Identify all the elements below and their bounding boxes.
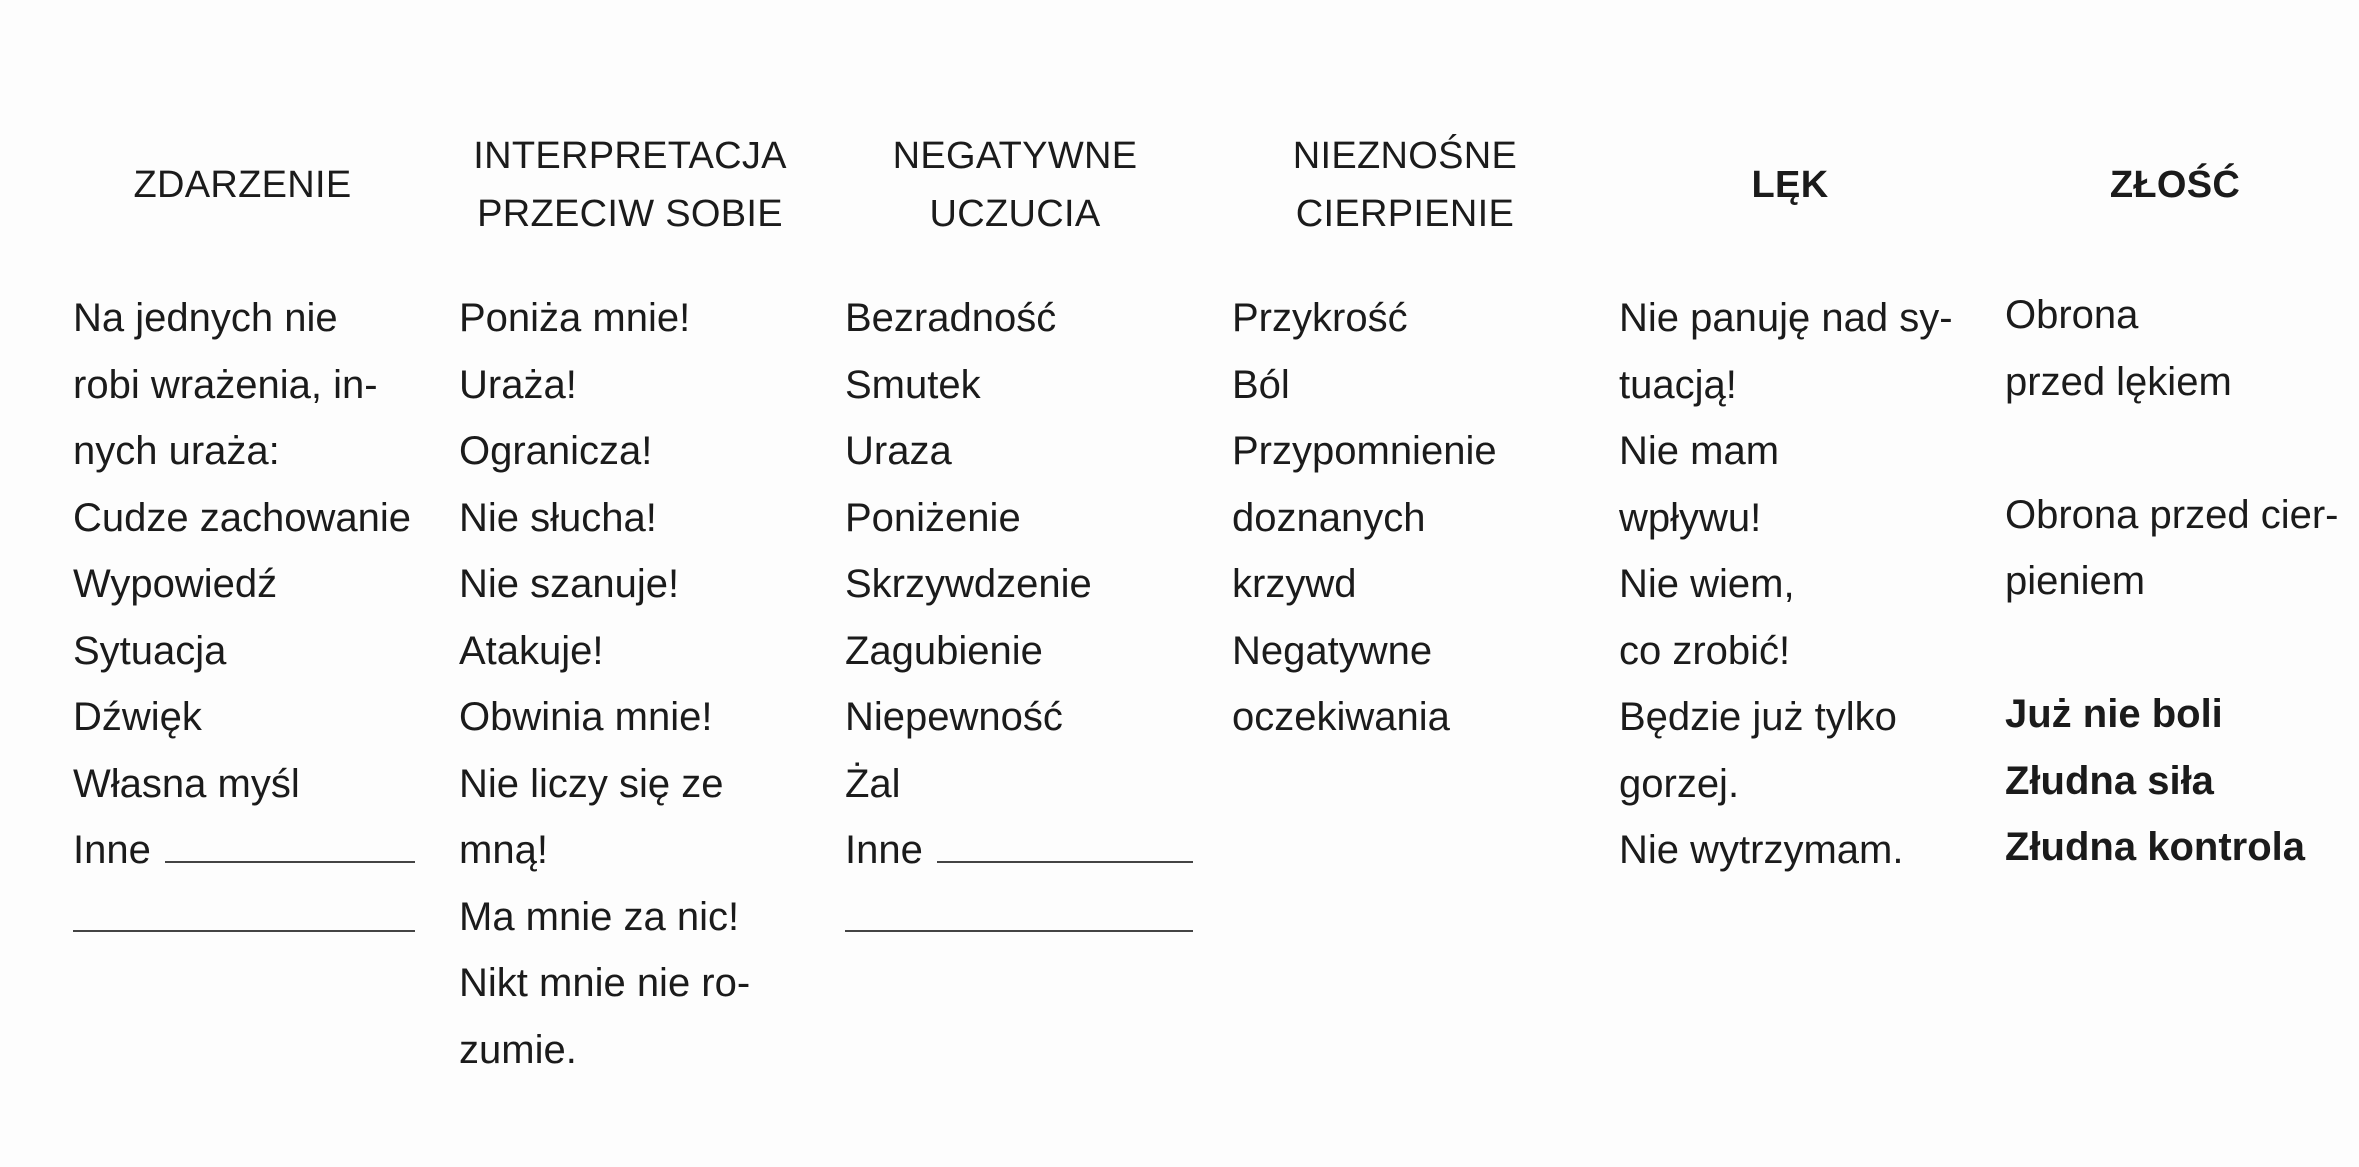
list-item: pieniem [2005,559,2146,603]
list-item: Nie liczy się ze [459,761,724,806]
list-item: Wypowiedź [73,562,278,606]
list-item: oczekiwania [1232,695,1450,739]
list-item: Żal [845,761,901,806]
list-item-other [73,817,415,884]
list-item: Nie wiem, [1619,562,1795,606]
list-item: Smutek [845,362,981,407]
column-heading-zlosc [1990,130,2359,240]
list-item-other [845,817,1193,884]
fill-in-blank[interactable] [165,831,415,863]
list-item-bold: Już nie boli [2005,692,2223,736]
list-item: Negatywne [1232,628,1433,673]
fill-in-blank[interactable] [73,930,415,932]
fill-in-blank[interactable] [937,831,1193,863]
column-list-lek [1619,285,1953,884]
column-heading-nieznosne-cierpienie [1220,130,1590,240]
list-item: Obrona przed cier- [2005,492,2339,537]
list-item: Będzie już tylko [1619,695,1897,739]
list-item: Dźwięk [73,695,202,739]
list-item: Ma mnie za nic! [459,894,740,939]
list-item: Bezradność [845,296,1057,340]
list-item: tuacją! [1619,362,1737,407]
list-item: Poniża mnie! [459,296,691,340]
list-item: przed lękiem [2005,359,2232,404]
list-item: doznanych [1232,495,1426,540]
list-item: robi wrażenia, in- [73,362,378,407]
list-item: Skrzywdzenie [845,562,1092,606]
heading-line: INTERPRETACJA [473,135,787,177]
list-item: Nikt mnie nie ro- [459,961,751,1005]
fill-in-blank-row[interactable] [845,884,1193,951]
list-item-bold: Złudna siła [2005,758,2214,803]
heading-line: NIEZNOŚNE [1292,135,1518,177]
heading-line: ZDARZENIE [133,164,352,206]
column-heading-interpretacja [440,130,820,240]
list-item: Sytuacja [73,628,227,673]
list-item: Ogranicza! [459,429,653,473]
spacer [2005,615,2338,682]
list-item: Nie panuję nad sy- [1619,296,1953,340]
list-item: Obrona [2005,293,2139,337]
column-list-nieznosne-cierpienie [1232,285,1497,751]
list-item: wpływu! [1619,495,1762,540]
list-item: gorzej. [1619,761,1740,806]
column-list-negatywne-uczucia [845,285,1193,950]
other-label: Inne [73,828,151,872]
list-item: Uraża! [459,362,577,407]
heading-line: UCZUCIA [929,193,1101,235]
list-item: Cudze zachowanie [73,495,411,540]
heading-line: CIERPIENIE [1295,193,1515,235]
column-heading-negatywne-uczucia [835,130,1195,240]
list-item: Niepewność [845,695,1063,739]
fill-in-blank[interactable] [845,930,1193,932]
heading-line: LĘK [1751,164,1829,206]
list-item: Zagubienie [845,628,1043,673]
list-item: zumie. [459,1027,577,1072]
list-item: mną! [459,828,548,872]
column-heading-lek [1605,130,1975,240]
list-item: Własna myśl [73,761,300,806]
column-list-interpretacja [459,285,750,1083]
list-item: Na jednych nie [73,296,338,340]
list-item-bold: Złudna kontrola [2005,825,2305,869]
list-item: krzywd [1232,562,1357,606]
list-item: Przykrość [1232,296,1408,340]
list-item: Nie mam [1619,429,1780,473]
spacer [2005,415,2338,482]
list-item: Atakuje! [459,628,604,673]
other-label: Inne [845,828,923,872]
list-item: Poniżenie [845,495,1021,540]
fill-in-blank-row[interactable] [73,884,415,951]
list-item: co zrobić! [1619,628,1791,673]
heading-line: ZŁOŚĆ [2109,164,2241,206]
list-item: Ból [1232,362,1290,407]
column-list-zdarzenie [73,285,415,950]
column-list-zlosc [2005,282,2338,881]
list-item: Nie słucha! [459,495,657,540]
list-item: Nie wytrzymam. [1619,828,1904,872]
heading-line: NEGATYWNE [892,135,1138,177]
column-heading-zdarzenie [70,130,415,240]
heading-line: PRZECIW SOBIE [477,193,783,235]
list-item: Obwinia mnie! [459,695,713,739]
list-item: nych uraża: [73,429,280,473]
list-item: Nie szanuje! [459,562,680,606]
list-item: Uraza [845,429,952,473]
list-item: Przypomnienie [1232,429,1497,473]
